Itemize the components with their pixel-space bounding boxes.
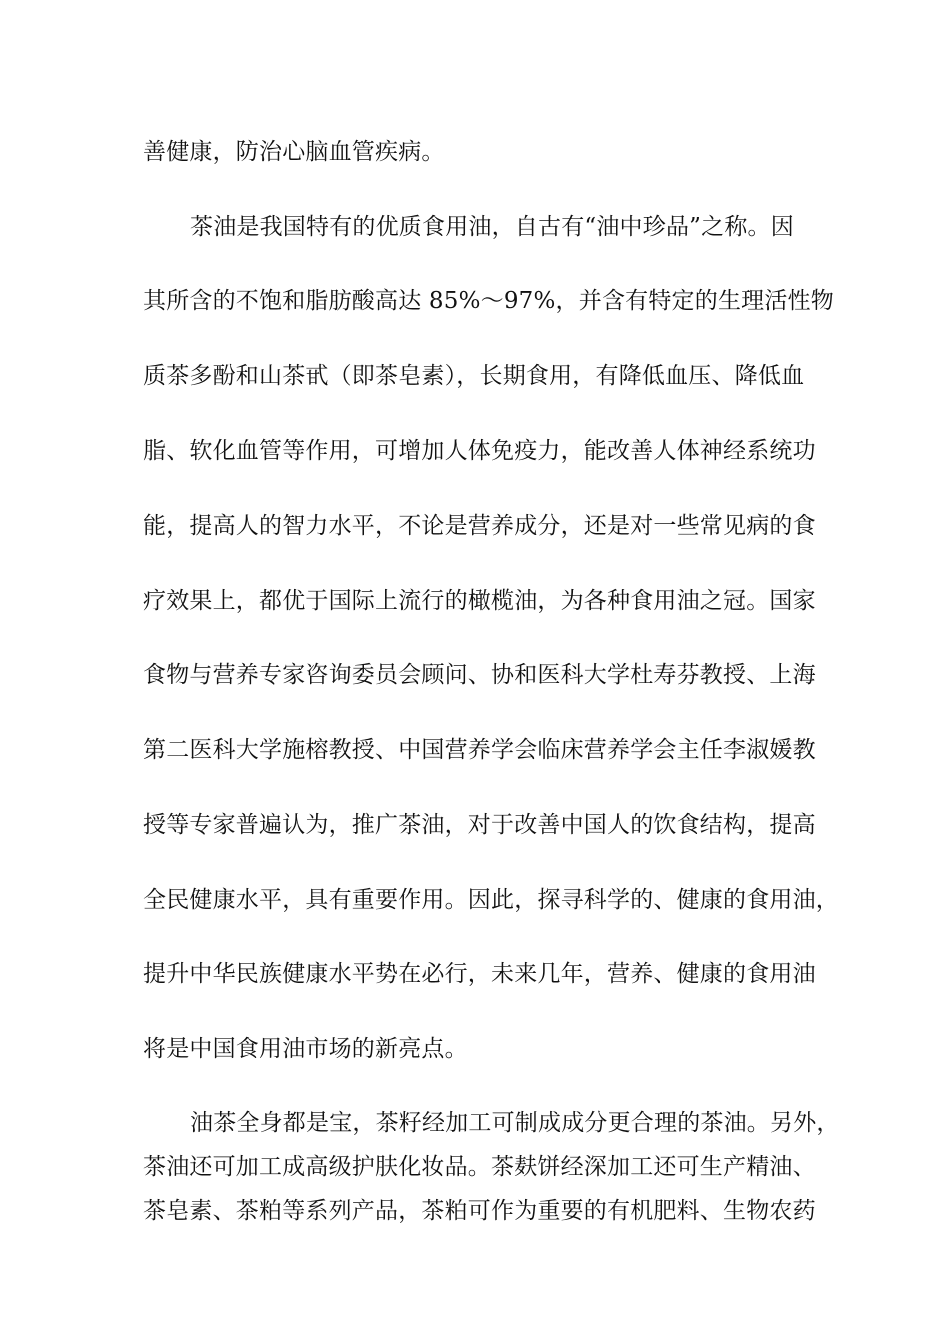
paragraph-line: 脂、软化血管等作用，可增加人体免疫力，能改善人体神经系统功 bbox=[143, 438, 816, 464]
paragraph-line: 善健康，防治心脑血管疾病。 bbox=[143, 139, 445, 165]
paragraph-line: 授等专家普遍认为，推广茶油，对于改善中国人的饮食结构，提高 bbox=[143, 812, 816, 838]
paragraph-line: 能，提高人的智力水平，不论是营养成分，还是对一些常见病的食 bbox=[143, 513, 816, 539]
paragraph-line: 疗效果上，都优于国际上流行的橄榄油，为各种食用油之冠。国家 bbox=[143, 588, 816, 614]
paragraph-line: 油茶全身都是宝，茶籽经加工可制成成分更合理的茶油。另外， bbox=[190, 1110, 840, 1136]
paragraph-line: 其所含的不饱和脂肪酸高达 85%～97%，并含有特定的生理活性物 bbox=[143, 288, 834, 314]
paragraph-line: 茶油还可加工成高级护肤化妆品。茶麸饼经深加工还可生产精油、 bbox=[143, 1154, 816, 1180]
paragraph-line: 提升中华民族健康水平势在必行，未来几年，营养、健康的食用油 bbox=[143, 961, 816, 987]
paragraph-line: 茶油是我国特有的优质食用油，自古有“油中珍品”之称。因 bbox=[190, 214, 794, 240]
paragraph-line: 全民健康水平，具有重要作用。因此，探寻科学的、健康的食用油， bbox=[143, 887, 839, 913]
paragraph-line: 食物与营养专家咨询委员会顾问、协和医科大学杜寿芬教授、上海 bbox=[143, 662, 816, 688]
paragraph-line: 茶皂素、茶粕等系列产品，茶粕可作为重要的有机肥料、生物农药 bbox=[143, 1198, 816, 1224]
paragraph-line: 将是中国食用油市场的新亮点。 bbox=[143, 1036, 468, 1062]
paragraph-line: 质茶多酚和山茶甙（即茶皂素），长期食用，有降低血压、降低血 bbox=[143, 363, 805, 389]
paragraph-line: 第二医科大学施榕教授、中国营养学会临床营养学会主任李淑媛教 bbox=[143, 737, 816, 763]
